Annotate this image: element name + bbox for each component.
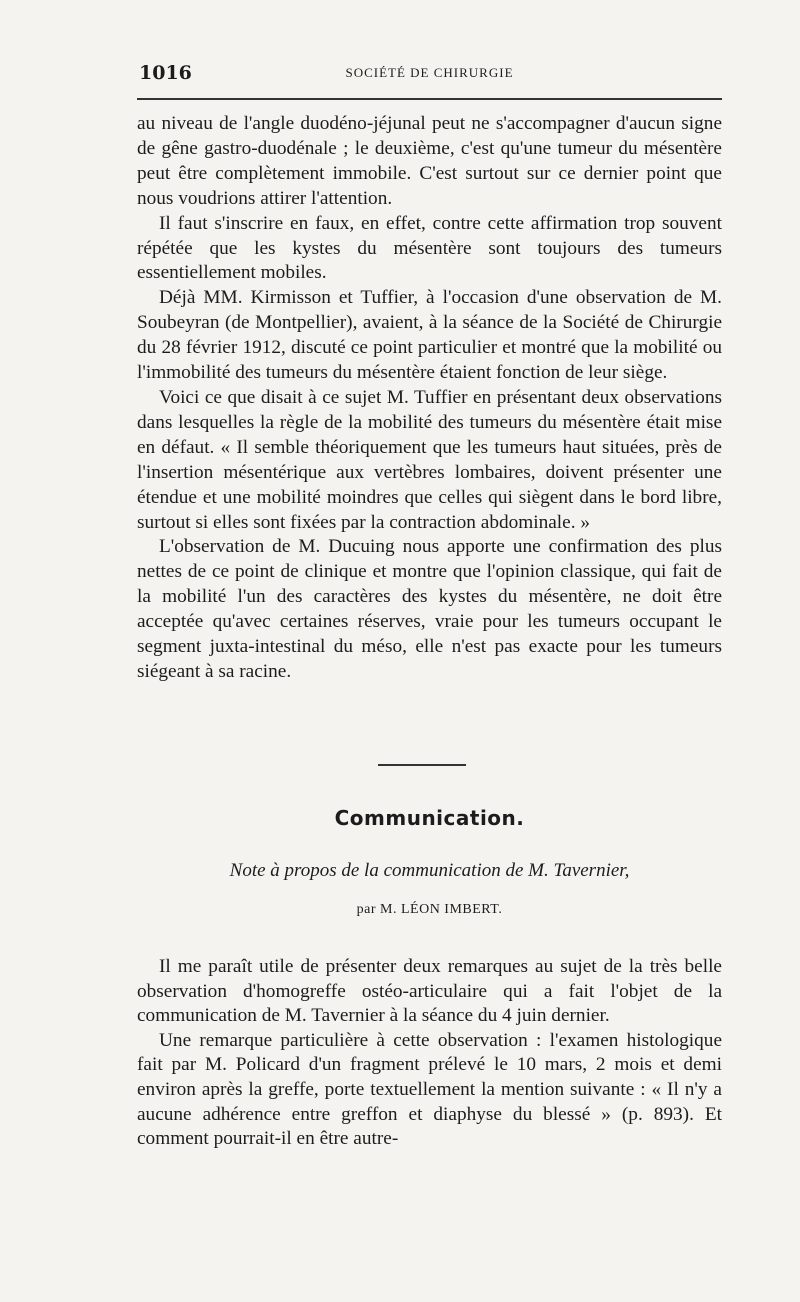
running-head: SOCIÉTÉ DE CHIRURGIE <box>345 65 514 80</box>
paragraph: Il faut s'inscrire en faux, en effet, contre cette affirmation trop souvent répétée que les kystes du mésentère sont toujours des tumeurs essentiellement mobiles. <box>137 212 722 284</box>
section-title: Communication. <box>334 806 525 830</box>
page-number: 1016 <box>139 62 192 84</box>
main-text <box>137 112 722 685</box>
paragraph: L'observation de M. Ducuing nous apporte une confirmation des plus nettes de ce point de clinique et montre que l'opinion classique, qui fait de la mobilité l'un des caractères des kystes du mésentère, ne doit être acceptée qu'avec certaines réserves, vraie pour les tumeurs occupant le segment juxta-intestinal du méso, elle n'est pas exacte pour les tumeurs siégeant à sa racine. <box>137 536 722 682</box>
communication-text <box>137 955 722 1152</box>
paragraph: Une remarque particulière à cette observation : l'examen histologique fait par M. Policard d'un fragment prélevé le 10 mars, 2 mois et demi environ après la greffe, porte textuellement la mention suivante : « Il n'y a aucune adhérence entre greffon et diaphyse du blessé » (p. 893). Et comment pourrait-il en être autre- <box>137 1029 722 1150</box>
header-rule <box>137 98 722 100</box>
paragraph: Déjà MM. Kirmisson et Tuffier, à l'occasion d'une observation de M. Soubeyran (de Montpellier), avaient, à la séance de la Société de Chirurgie du 28 février 1912, discuté ce point particulier et montré que la mobilité ou l'immobilité des tumeurs du mésentère étaient fonction de leur siège. <box>137 287 722 384</box>
paragraph: Voici ce que disait à ce sujet M. Tuffier en présentant deux observations dans lesquelles la règle de la mobilité des tumeurs du mésentère était mise en défaut. « Il semble théoriquement que les tumeurs haut situées, près de l'insertion mésentérique aux vertèbres lombaires, doivent présenter une étendue et une mobilité moindres que celles qui siègent dans le bord libre, surtout si elles sont fixées par la contraction abdominale. » <box>137 386 722 533</box>
author-line: par M. LÉON IMBERT. <box>356 902 503 917</box>
section-separator <box>378 764 466 766</box>
paragraph: Il me paraît utile de présenter deux remarques au sujet de la très belle observation d'homogreffe ostéo-articulaire qui a fait l'objet de la communication de M. Tavernier à la séance du 4 juin dernier. <box>137 956 722 1027</box>
page-header <box>137 58 722 88</box>
note-title: Note à propos de la communication de M. Tavernier, <box>229 860 630 881</box>
paragraph: au niveau de l'angle duodéno-jéjunal peut ne s'accompagner d'aucun signe de gêne gastro-duodénale ; le deuxième, c'est qu'une tumeur du mésentère peut être complètement immobile. C'est surtout sur ce dernier point que nous voudrions attirer l'attention. <box>137 113 722 209</box>
